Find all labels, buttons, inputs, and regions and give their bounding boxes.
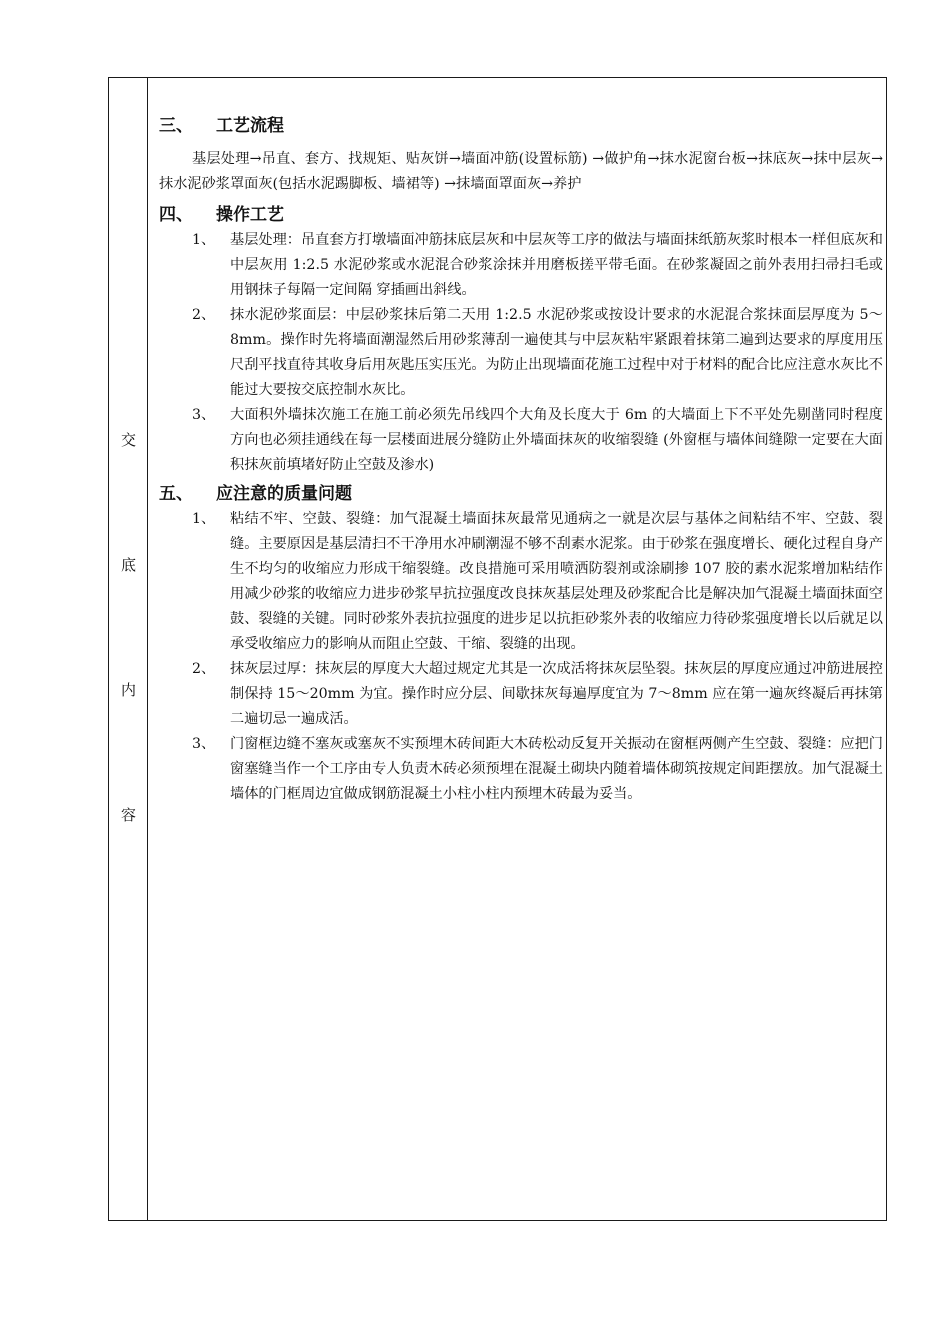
section-heading [159,114,883,138]
side-label-char: 交 [120,431,136,449]
list-item [159,403,883,478]
list-item [159,228,883,303]
list-marker: 1、 [192,232,216,248]
section-title: 应注意的质量问题 [216,484,352,504]
list-marker: 2、 [192,307,216,323]
section-heading [159,482,883,506]
section-heading [159,203,883,227]
side-label-char: 容 [120,806,136,824]
list-item [159,507,883,657]
process-flow-text: 基层处理→吊直、套方、找规矩、贴灰饼→墙面冲筋(设置标筋) →做护角→抹水泥窗台板→抹底灰→抹中层灰→抹水泥砂浆罩面灰(包括水泥踢脚板、墙裙等) →抹墙面罩面灰→养护 [159,151,883,192]
side-label-column [109,78,148,1220]
list-marker: 1、 [192,511,216,527]
section-number: 五、 [159,484,193,504]
side-label-char: 底 [120,556,136,574]
list-marker: 2、 [192,661,216,677]
list-item [159,657,883,732]
section-title: 操作工艺 [216,205,284,225]
list-item-text: 门窗框边缝不塞灰或塞灰不实预埋木砖间距大木砖松动反复开关振动在窗框两侧产生空鼓、裂缝：应把门窗塞缝当作一个工序由专人负责木砖必须预埋在混凝土砌块内随着墙体砌筑按规定间距摆放。加气混凝土墙体的门框周边宜做成钢筋混凝土小柱小柱内预埋木砖最为妥当。 [230,736,883,802]
list-item-text: 粘结不牢、空鼓、裂缝：加气混凝土墙面抹灰最常见通病之一就是次层与基体之间粘结不牢、空鼓、裂缝。主要原因是基层清扫不干净用水冲刷潮湿不够不刮素水泥浆。由于砂浆在强度增长、硬化过程自身产生不均匀的收缩应力形成干缩裂缝。改良措施可采用喷洒防裂剂或涂刷掺 107 胶的素水泥浆增加粘结作用减少砂浆的收缩应力进步砂浆早抗拉强度改良抹灰基层处理及砂浆配合比是解决加气混凝土墙面抹面空鼓、裂缝的关键。同时砂浆外表抗拉强度的进步足以抗拒砂浆外表的收缩应力待砂浆强度增长以后就足以承受收缩应力的影响从而阻止空鼓、干缩、裂缝的出现。 [230,511,883,652]
list-item-text: 抹水泥砂浆面层：中层砂浆抹后第二天用 1:2.5 水泥砂浆或按设计要求的水泥混合浆抹面层厚度为 5～8mm。操作时先将墙面潮湿然后用砂浆薄刮一遍使其与中层灰粘牢紧跟着抹第二遍到达要求的厚度用压尺刮平找直待其收身后用灰匙压实压光。为防止出现墙面花施工过程中对于材料的配合比应注意水灰比不能过大要按交底控制水灰比。 [230,307,883,398]
list-marker: 3、 [192,736,216,752]
section-title: 工艺流程 [216,116,284,136]
list-item [159,303,883,403]
list-item [159,732,883,807]
list-item-text: 抹灰层过厚：抹灰层的厚度大大超过规定尤其是一次成活将抹灰层坠裂。抹灰层的厚度应通过冲筋进展控制保持 15～20mm 为宜。操作时应分层、间歇抹灰每遍厚度宜为 7～8mm 应在第一遍灰终凝后再抹第二遍切忌一遍成活。 [230,661,883,727]
side-label-char: 内 [120,681,136,699]
list-item-text: 大面积外墙抹次施工在施工前必须先吊线四个大角及长度大于 6m 的大墙面上下不平处先剔凿同时程度方向也必须挂通线在每一层楼面进展分缝防止外墙面抹灰的收缩裂缝 (外窗框与墙体间缝隙一定要在大面积抹灰前填堵好防止空鼓及渗水) [230,407,883,473]
section-number: 三、 [159,116,193,136]
content-body [159,114,883,807]
list-item-text: 基层处理：吊直套方打墩墙面冲筋抹底层灰和中层灰等工序的做法与墙面抹纸筋灰浆时根本一样但底灰和中层灰用 1:2.5 水泥砂浆或水泥混合砂浆涂抹并用磨板搓平带毛面。在砂浆凝固之前外表用扫帚扫毛或用钢抹子每隔一定间隔 穿插画出斜线。 [230,232,883,298]
section-number: 四、 [159,205,193,225]
list-marker: 3、 [192,407,216,423]
form-frame [108,77,887,1221]
